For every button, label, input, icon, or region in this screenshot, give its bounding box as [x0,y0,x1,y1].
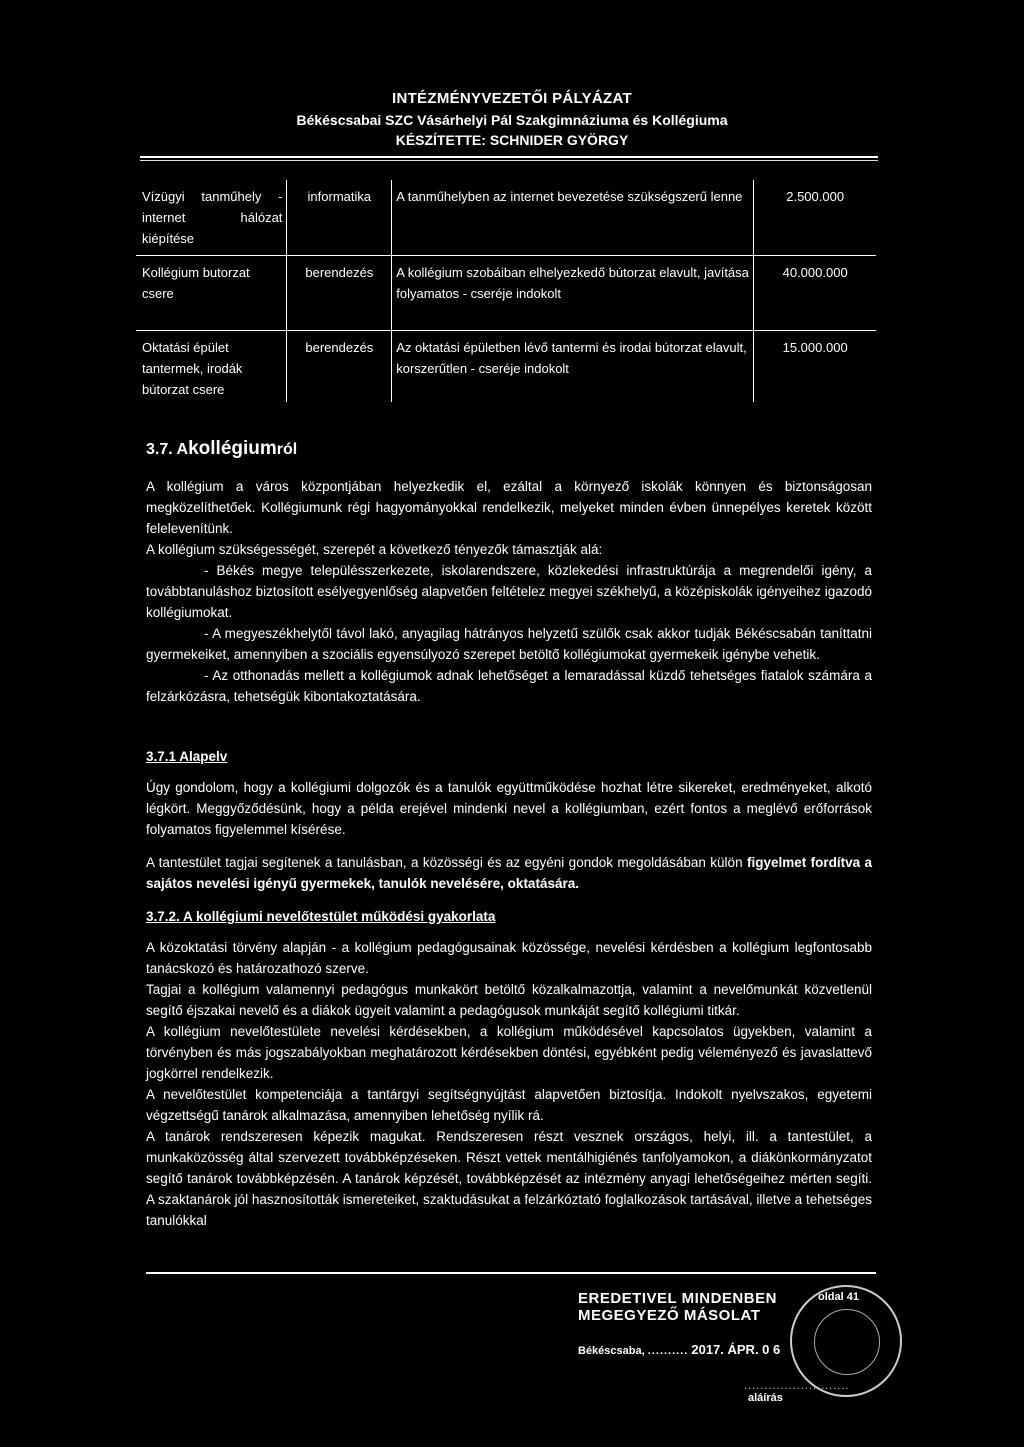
body-block-2 [146,746,872,1231]
paragraph: - Békés megye településszerkezete, iskolarendszere, közlekedési infrastruktúrája a megrendelői igény, a továbbtanuláshoz biztosított esélyegyenlőség alapvetően feltételez megyei székhelyű, a középiskolák igényeihez igazodó kollégiumokat. [146,563,872,620]
header-divider [140,156,878,158]
paragraph: A közoktatási törvény alapján - a kollégium pedagógusainak közössége, nevelési kérdésben a kollégium legfontosabb tanácskozó és határozathozó szerve. [146,940,872,976]
stamp-place: Békéscsaba, [578,1345,645,1357]
item-type: informatika [287,180,392,256]
header-author: KÉSZÍTETTE: SCHNIDER GYÖRGY [395,132,629,148]
table-row [136,180,876,256]
stamp-line-1: EREDETIVEL MINDENBEN [578,1290,777,1307]
stamp-date: 2017. ÁPR. 0 6 [691,1342,781,1357]
stamp-place-date: Békéscsaba, .......... 2017. ÁPR. 0 6 [578,1342,781,1357]
signature-line: .......................... [744,1380,850,1392]
certification-stamp [578,1290,780,1357]
item-description: A tanműhelyben az internet bevezetése szükségszerű lenne [392,180,754,256]
table-row [136,331,876,403]
paragraph: - A megyeszékhelytől távol lakó, anyagilag hátrányos helyzetű szülők csak akkor tudják Békéscsabán taníttatni gyermekeiket, amennyiben a szociális egyensúlyozó szerepet betöltő kollégiumokat gyermekeik igénybe vehetik. [146,626,872,662]
paragraph: A kollégium nevelőtestülete nevelési kérdésekben, a kollégium működésével kapcsolatos ügyekben, valamint a törvényben és más jogszabályokban meghatározott kérdésekben döntési, egyébként pedig véleményező és javaslattevő jogkörrel rendelkezik. [146,1024,872,1081]
paragraph: Úgy gondolom, hogy a kollégiumi dolgozók és a tanulók együttműködése hozhat létre sikereket, eredményeket, alkotó légkört. Meggyőződésünk, hogy a példa erejével mindenki nevel a kollégiumban, ezért fontos a meglévő erőforrások folyamatos figyelemmel kísérése. [146,780,872,837]
table-row [136,256,876,331]
paragraph-bold-part: figyelmet fordítva a sajátos nevelési igényű gyermekek, tanulók nevelésére, oktatására. [146,855,872,891]
page-number-label: oldal 41 [818,1291,859,1303]
paragraph: A tanárok rendszeresen képezik magukat. Rendszeresen részt vesznek országos, helyi, ill. a tantestület, a munkaközösség által szervezett továbbképzéseken. Részt vettek mentálhigiénés tanfolyamokon, a diákönkormányzatot segítő tanárok továbbképzésén. A tanárok képzését, továbbképzését az intézmény anyagi lehetőségeihez mérten segíti. A szaktanárok jól hasznosították ismereteiket, szaktudásukat a felzárkóztató foglalkozások tartásával, illetve a tehetséges tanulókkal [146,1129,872,1228]
item-name: Oktatási épület tantermek, irodák bútorzat csere [136,331,287,403]
investment-table [136,180,876,402]
item-amount: 40.000.000 [754,256,876,331]
item-amount: 15.000.000 [754,331,876,403]
header-institution: Békéscsabai SZC Vásárhelyi Pál Szakgimnáziuma és Kollégiuma [296,112,728,128]
paragraph: A kollégium a város központjában helyezkedik el, ezáltal a környező iskolák könnyen és biztonságosan megközelíthetőek. Kollégiumunk régi hagyományokkal rendelkezik, melyeket minden évben ünnepélyes keretek között felelevenítünk. [146,479,872,536]
paragraph: A kollégium szükségességét, szerepét a következő tényezők támasztják alá: [146,542,603,557]
paragraph: A nevelőtestület kompetenciája a tantárgyi segítségnyújtást alapvetően biztosítja. Indokolt nyelvszakos, egyetemi végzettségű tanárok alkalmazása, amennyiben lehetőség nyílik rá. [146,1087,872,1123]
signature-label: aláírás [748,1392,783,1404]
paragraph [146,852,872,894]
paragraph: Tagjai a kollégium valamennyi pedagógus munkakört betöltő közalkalmazottja, valamint a nevelőmunkát közvetlenül segítő éjszakai nevelő és a diákok ügyeit valamint a pedagógusok munkáját segítő kollégiumi titkár. [146,982,872,1018]
body-block-1 [146,476,872,707]
item-name: Vízügyi tanműhely - internet hálózat kiépítése [142,189,283,246]
header-divider-thin [140,160,878,161]
item-name: Kollégium butorzat csere [136,256,287,331]
subsection-heading: 3.7.2. A kollégiumi nevelőtestület működési gyakorlata [146,909,496,924]
stamp-line-2: MEGEGYEZŐ MÁSOLAT [578,1307,761,1324]
section-prefix: A [176,441,189,458]
seal-emblem [814,1309,880,1375]
paragraph-part: A tantestület tagjai segítenek a tanulásban, a közösségi és az egyéni gondok megoldásában külön [146,855,747,870]
item-description: A kollégium szobáiban elhelyezkedő bútorzat elavult, javítása folyamatos - cseréje indokolt [392,256,754,331]
paragraph: - Az otthonadás mellett a kollégiumok adnak lehetőséget a lemaradással küzdő tehetséges fiatalok számára a felzárkózásra, tehetségük kibontakoztatására. [146,668,872,704]
item-amount: 2.500.000 [754,180,876,256]
section-main: kollégium [188,438,277,459]
item-type: berendezés [287,331,392,403]
item-type: berendezés [287,256,392,331]
section-suffix: ról [276,441,298,458]
header-title: INTÉZMÉNYVEZETŐI PÁLYÁZAT [391,90,632,107]
footer-divider [146,1272,876,1274]
item-description: Az oktatási épületben lévő tantermi és irodai bútorzat elavult, korszerűtlen - cseréje indokolt [392,331,754,403]
section-heading [146,438,297,460]
section-number: 3.7. [146,441,173,458]
subsection-heading: 3.7.1 Alapelv [146,749,228,764]
